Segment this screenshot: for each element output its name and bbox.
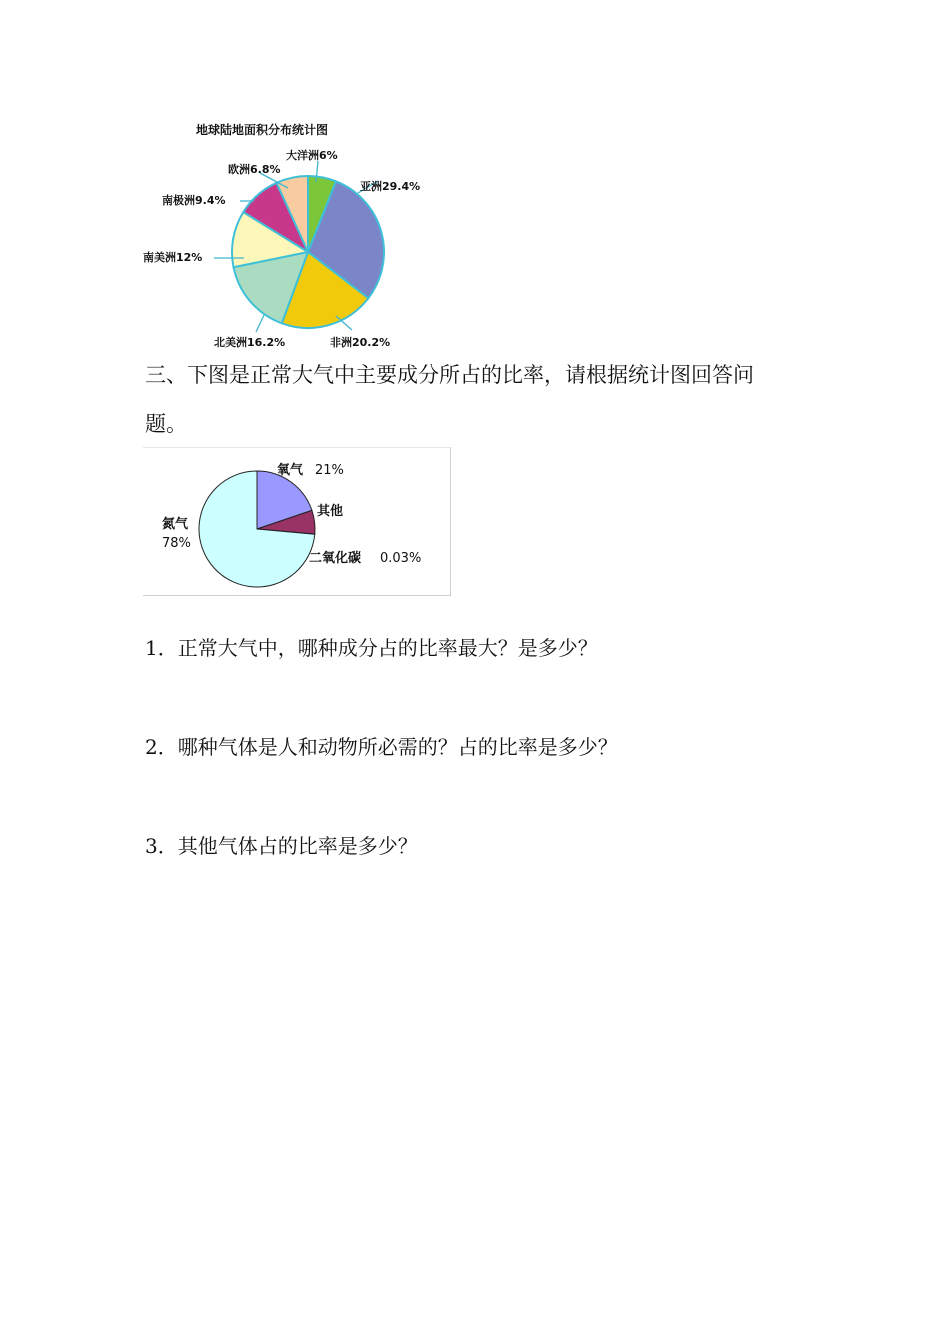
label-other: 其他 <box>317 504 344 519</box>
label-north-america: 北美洲16.2% <box>214 336 286 349</box>
label-asia: 亚洲29.4% <box>360 180 421 193</box>
atmosphere-chart-frame <box>143 447 451 596</box>
label-africa: 非洲20.2% <box>330 336 391 349</box>
label-europe: 欧洲6.8% <box>228 163 281 176</box>
label-oxygen-value: 21% <box>315 463 344 478</box>
label-co2-value: 0.03% <box>380 551 422 566</box>
continent-chart-title: 地球陆地面积分布统计图 <box>195 123 329 137</box>
question-3: 3．其他气体占的比率是多少？ <box>145 834 418 858</box>
leader-line-north-america <box>256 315 264 332</box>
label-antarctica: 南极洲9.4% <box>162 194 226 207</box>
continent-area-pie-chart <box>140 118 440 353</box>
question-2: 2．哪种气体是人和动物所必需的？占的比率是多少？ <box>145 735 618 759</box>
question-1: 1．正常大气中，哪种成分占的比率最大？是多少？ <box>145 636 598 660</box>
section-heading-line2: 题。 <box>145 412 187 436</box>
label-south-america: 南美洲12% <box>143 251 203 264</box>
section-heading-line1: 三、下图是正常大气中主要成分所占的比率，请根据统计图回答问 <box>145 363 754 387</box>
label-co2-name: 二氧化碳 <box>309 551 362 566</box>
label-oxygen-name: 氧气 <box>277 463 304 478</box>
label-nitrogen-name: 氮气 <box>162 517 189 532</box>
atmosphere-pie-chart <box>143 448 451 597</box>
label-oceania: 大洋洲6% <box>286 149 338 162</box>
label-nitrogen-value: 78% <box>162 536 191 551</box>
